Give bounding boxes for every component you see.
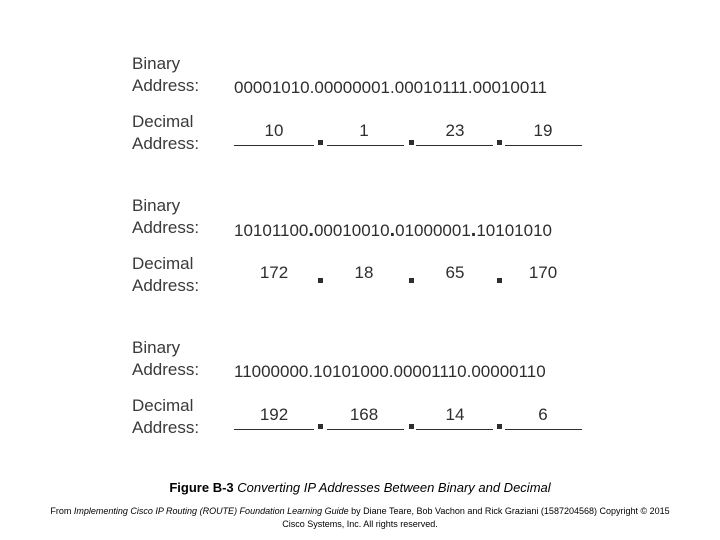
decimal-separator-dot bbox=[409, 140, 414, 145]
credit-book-title: Implementing Cisco IP Routing (ROUTE) Foundation Learning Guide bbox=[73, 506, 349, 516]
octet-underline bbox=[416, 145, 493, 146]
binary-octet: 01000001 bbox=[395, 221, 471, 240]
decimal-octet: 23 bbox=[445, 121, 465, 140]
binary-separator: . bbox=[308, 219, 314, 241]
binary-separator: . bbox=[390, 78, 395, 97]
binary-separator: . bbox=[309, 78, 315, 97]
octet-underline bbox=[327, 145, 404, 146]
octet-underline bbox=[234, 429, 314, 430]
binary-octet: 11000000 bbox=[234, 362, 309, 381]
binary-separator: . bbox=[389, 219, 396, 241]
source-credit bbox=[10, 505, 710, 531]
decimal-octet: 18 bbox=[354, 263, 374, 282]
decimal-octet: 19 bbox=[533, 121, 553, 140]
binary-address-value bbox=[234, 362, 546, 382]
figure-number: Figure B-3 bbox=[169, 480, 234, 495]
binary-separator: . bbox=[466, 362, 472, 381]
binary-separator: . bbox=[388, 362, 394, 381]
decimal-separator-dot bbox=[409, 278, 414, 283]
binary-octet: 00010111 bbox=[394, 78, 468, 97]
octet-underline bbox=[234, 145, 314, 146]
decimal-label-line2: Address: bbox=[132, 134, 200, 153]
decimal-label-line1: Decimal bbox=[132, 112, 194, 131]
decimal-label-line1: Decimal bbox=[132, 396, 194, 415]
decimal-octet: 1 bbox=[359, 121, 369, 140]
binary-octet: 10101100 bbox=[234, 221, 309, 240]
decimal-octet: 192 bbox=[259, 405, 289, 424]
binary-octet: 10101010 bbox=[476, 221, 552, 240]
credit-copyright: Cisco Systems, Inc. All rights reserved. bbox=[282, 519, 438, 529]
binary-octet: 00010011 bbox=[472, 78, 547, 97]
binary-octet: 00001010 bbox=[234, 78, 310, 97]
binary-address-value bbox=[234, 78, 547, 98]
decimal-octet: 168 bbox=[349, 405, 379, 424]
binary-label-line1: Binary bbox=[132, 196, 181, 215]
figure-title: Converting IP Addresses Between Binary and Decimal bbox=[237, 480, 551, 495]
decimal-label-line1: Decimal bbox=[132, 254, 194, 273]
decimal-separator-dot bbox=[497, 140, 502, 145]
binary-label-line1: Binary bbox=[132, 338, 181, 357]
decimal-octet: 172 bbox=[259, 263, 289, 282]
binary-octet: 00010010 bbox=[313, 221, 390, 240]
decimal-octet: 14 bbox=[445, 405, 465, 424]
decimal-separator-dot bbox=[409, 424, 414, 429]
decimal-separator-dot bbox=[318, 278, 323, 283]
decimal-separator-dot bbox=[497, 424, 502, 429]
decimal-separator-dot bbox=[497, 278, 502, 283]
binary-separator: . bbox=[467, 78, 473, 97]
octet-underline bbox=[505, 429, 582, 430]
decimal-octet: 10 bbox=[264, 121, 284, 140]
binary-address-value bbox=[234, 220, 552, 241]
octet-underline bbox=[505, 145, 582, 146]
decimal-separator-dot bbox=[318, 140, 323, 145]
binary-octet: 00000110 bbox=[471, 362, 546, 381]
octet-underline bbox=[327, 429, 404, 430]
binary-octet: 00001110 bbox=[393, 362, 467, 381]
octet-underline bbox=[416, 429, 493, 430]
binary-label-line2: Address: bbox=[132, 360, 200, 379]
binary-separator: . bbox=[308, 362, 314, 381]
binary-label-line1: Binary bbox=[132, 54, 181, 73]
binary-label-line2: Address: bbox=[132, 76, 200, 95]
decimal-octet: 6 bbox=[538, 405, 548, 424]
binary-octet: 00000001 bbox=[314, 78, 391, 97]
decimal-octet: 65 bbox=[445, 263, 465, 282]
decimal-octet: 170 bbox=[528, 263, 558, 282]
binary-octet: 10101000 bbox=[313, 362, 389, 381]
binary-separator: . bbox=[470, 219, 477, 241]
decimal-separator-dot bbox=[318, 424, 323, 429]
binary-label-line2: Address: bbox=[132, 218, 200, 237]
credit-authors: by Diane Teare, Bob Vachon and Rick Graziani (1587204568) Copyright © 2015 bbox=[348, 506, 670, 516]
decimal-label-line2: Address: bbox=[132, 418, 200, 437]
credit-prefix: From bbox=[50, 506, 74, 516]
decimal-label-line2: Address: bbox=[132, 276, 200, 295]
figure-caption bbox=[0, 480, 720, 495]
